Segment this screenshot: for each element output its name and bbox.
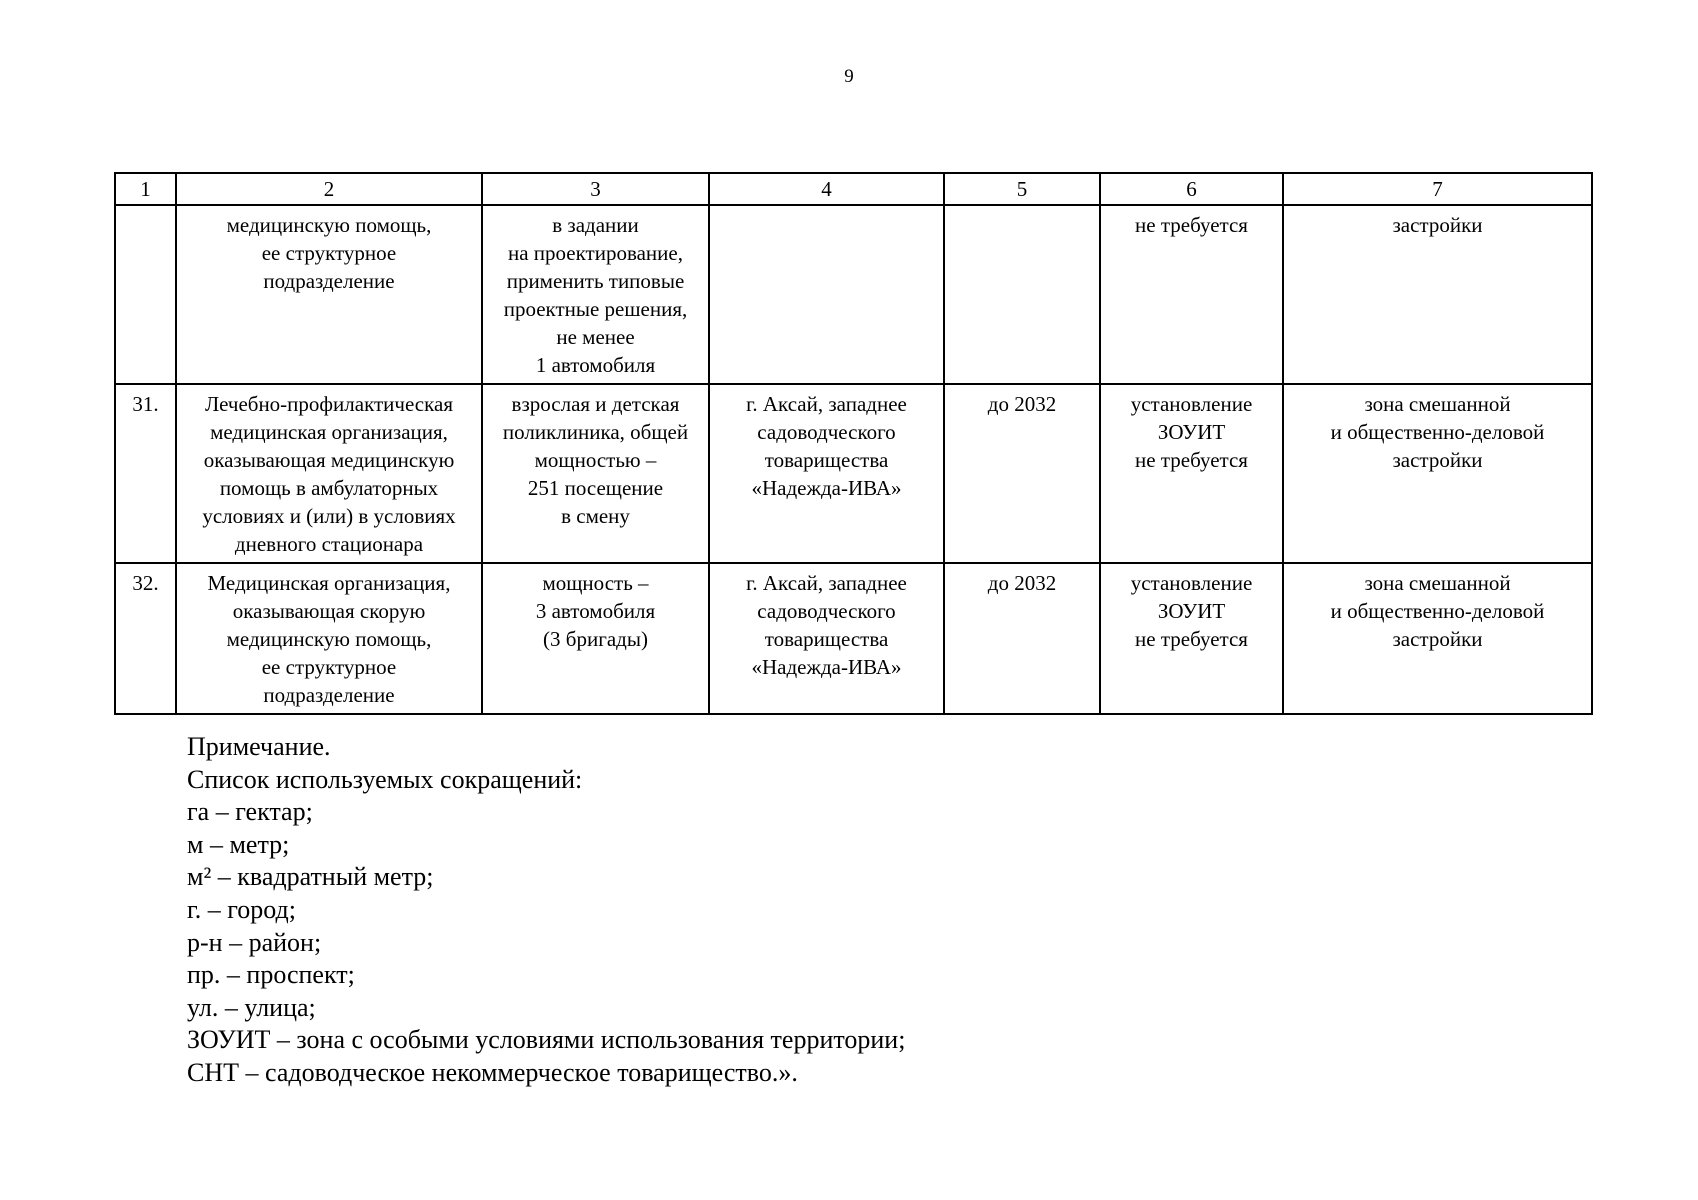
object-name-cell: Медицинская организация, оказывающая скорую медицинскую помощь, ее структурное подразделение: [176, 563, 482, 714]
zouit-cell: не требуется: [1100, 205, 1283, 384]
term-cell: [944, 205, 1100, 384]
characteristics-cell: мощность – 3 автомобиля (3 бригады): [482, 563, 709, 714]
page-number: 9: [844, 66, 854, 87]
table-row: [115, 205, 1592, 384]
object-name-cell: Лечебно-профилактическая медицинская организация, оказывающая медицинскую помощь в амбулаторных условиях и (или) в условиях дневного стационара: [176, 384, 482, 563]
abbreviation-item: пр. – проспект;: [187, 960, 355, 990]
abbreviations-note: [187, 731, 905, 1090]
abbreviation-item: р-н – район;: [187, 927, 322, 957]
abbreviation-item: СНТ – садоводческое некоммерческое товарищество.».: [187, 1057, 798, 1087]
column-number-cell: 4: [709, 173, 944, 205]
table-header-row: [115, 173, 1592, 205]
zone-cell: зона смешанной и общественно-деловой застройки: [1283, 563, 1592, 714]
zouit-cell: установление ЗОУИТ не требуется: [1100, 384, 1283, 563]
location-cell: [709, 205, 944, 384]
row-number-cell: 31.: [115, 384, 176, 563]
column-number-cell: 1: [115, 173, 176, 205]
table-row: [115, 563, 1592, 714]
abbreviation-item: г. – город;: [187, 894, 296, 924]
location-cell: г. Аксай, западнее садоводческого товарищества «Надежда-ИВА»: [709, 384, 944, 563]
object-name-cell: медицинскую помощь, ее структурное подразделение: [176, 205, 482, 384]
abbreviation-item: м² – квадратный метр;: [187, 862, 434, 892]
table-row: [115, 384, 1592, 563]
row-number-cell: [115, 205, 176, 384]
term-cell: до 2032: [944, 384, 1100, 563]
column-number-cell: 5: [944, 173, 1100, 205]
abbreviation-item: ул. – улица;: [187, 992, 316, 1022]
characteristics-cell: взрослая и детская поликлиника, общей мощностью – 251 посещение в смену: [482, 384, 709, 563]
term-cell: до 2032: [944, 563, 1100, 714]
zone-cell: застройки: [1283, 205, 1592, 384]
note-title: Примечание.: [187, 732, 331, 761]
column-number-cell: 2: [176, 173, 482, 205]
zone-cell: зона смешанной и общественно-деловой застройки: [1283, 384, 1592, 563]
column-number-cell: 6: [1100, 173, 1283, 205]
location-cell: г. Аксай, западнее садоводческого товарищества «Надежда-ИВА»: [709, 563, 944, 714]
abbreviation-item: га – гектар;: [187, 797, 313, 827]
abbreviation-item: ЗОУИТ – зона с особыми условиями использования территории;: [187, 1025, 906, 1055]
column-number-cell: 3: [482, 173, 709, 205]
abbreviation-item: м – метр;: [187, 829, 290, 859]
zouit-cell: установление ЗОУИТ не требуется: [1100, 563, 1283, 714]
characteristics-cell: в задании на проектирование, применить типовые проектные решения, не менее 1 автомобиля: [482, 205, 709, 384]
row-number-cell: 32.: [115, 563, 176, 714]
column-number-cell: 7: [1283, 173, 1592, 205]
objects-table: [114, 172, 1593, 715]
note-subtitle: Список используемых сокращений:: [187, 764, 583, 794]
